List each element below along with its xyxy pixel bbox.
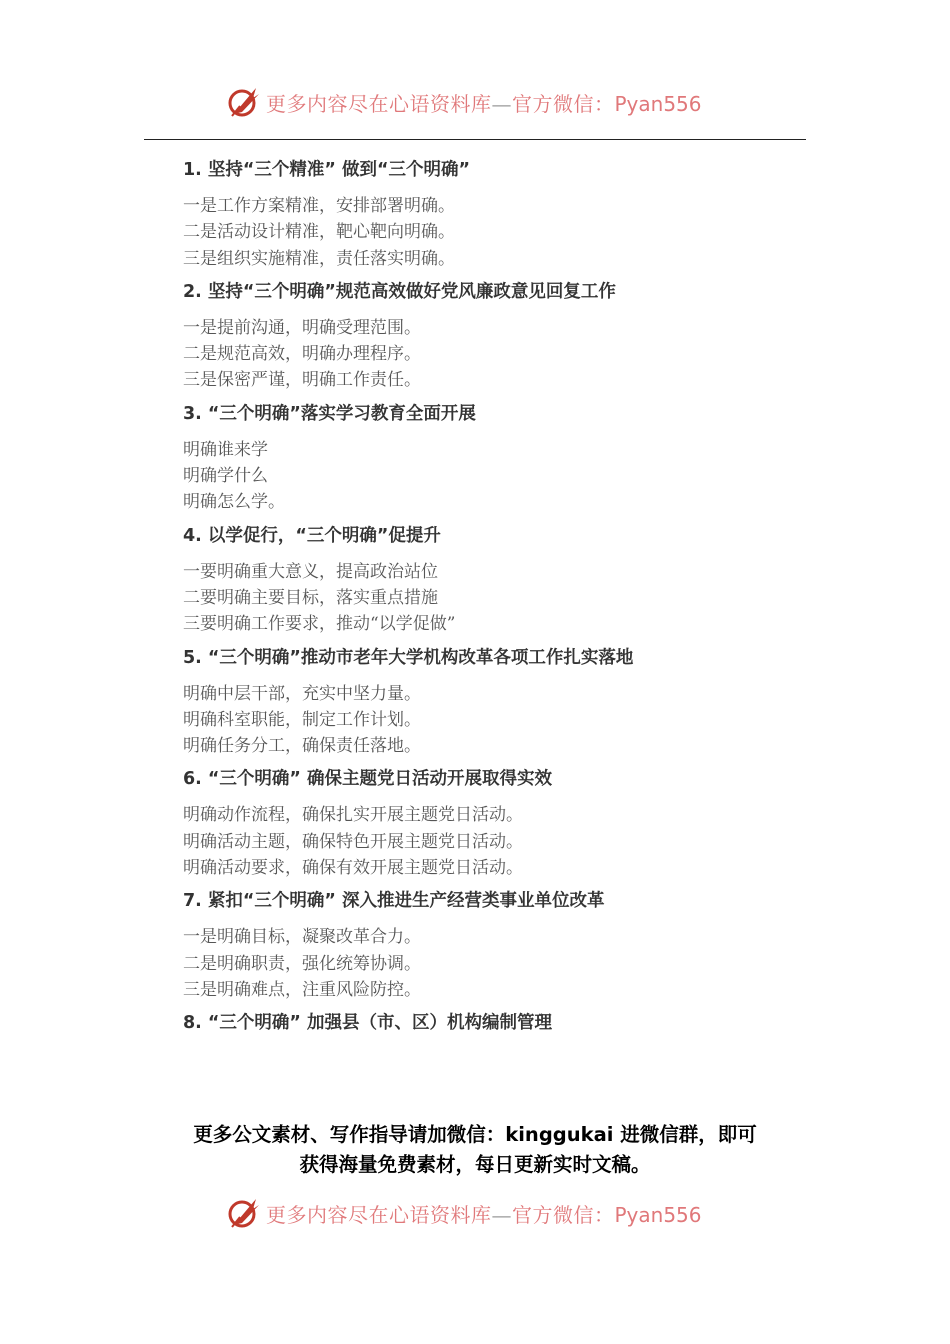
document-body [183, 156, 823, 1037]
section-heading: 6. “三个明确” 确保主题党日活动开展取得实效 [183, 769, 553, 790]
promo-notice [120, 1120, 830, 1180]
header-divider [144, 139, 806, 140]
banner-text [266, 88, 702, 117]
section-items [183, 681, 823, 760]
section-heading: 1. 坚持“三个精准” 做到“三个明确” [183, 160, 471, 180]
banner-text [266, 1199, 702, 1228]
section-heading: 3. “三个明确”落实学习教育全面开展 [183, 403, 476, 424]
list-item: 二是明确职责，强化统筹协调。 [183, 953, 421, 974]
banner-wechat-id: Pyan556 [614, 1202, 702, 1227]
banner-brand: 更多内容尽在心语资料库 [266, 91, 492, 116]
section-heading: 4. 以学促行，“三个明确”促提升 [183, 525, 441, 546]
list-item: 三是组织实施精准，责任落实明确。 [183, 248, 455, 269]
section-items [183, 437, 823, 516]
list-item: 三是保密严谨，明确工作责任。 [183, 370, 421, 391]
section-1 [183, 156, 823, 272]
header-banner [0, 82, 950, 122]
promo-line-1: 更多公文素材、写作指导请加微信：kinggukai 进微信群，即可 [193, 1123, 757, 1146]
section-items [183, 559, 823, 638]
list-item: 明确科室职能，制定工作计划。 [183, 709, 421, 730]
banner-separator: — [491, 91, 512, 116]
banner-wechat-label: 官方微信： [512, 1202, 615, 1227]
list-item: 明确中层干部，充实中坚力量。 [183, 683, 421, 704]
list-item: 明确任务分工，确保责任落地。 [183, 736, 421, 757]
section-4 [183, 522, 823, 638]
quill-logo-icon [226, 84, 262, 120]
list-item: 三要明确工作要求，推动“以学促做” [183, 614, 456, 635]
list-item: 二是活动设计精准，靶心靶向明确。 [183, 222, 455, 243]
list-item: 二是规范高效，明确办理程序。 [183, 344, 421, 365]
promo-line-2: 获得海量免费素材，每日更新实时文稿。 [299, 1153, 651, 1176]
section-heading: 8. “三个明确” 加强县（市、区）机构编制管理 [183, 1013, 553, 1034]
section-3 [183, 400, 823, 516]
section-items [183, 802, 823, 881]
list-item: 明确动作流程，确保扎实开展主题党日活动。 [183, 805, 523, 826]
list-item: 一要明确重大意义，提高政治站位 [183, 561, 438, 582]
banner-wechat-label: 官方微信： [512, 91, 615, 116]
section-5 [183, 644, 823, 760]
list-item: 明确活动要求，确保有效开展主题党日活动。 [183, 858, 523, 879]
list-item: 明确学什么 [183, 466, 268, 487]
list-item: 一是明确目标，凝聚改革合力。 [183, 927, 421, 948]
banner-separator: — [491, 1202, 512, 1227]
list-item: 明确谁来学 [183, 439, 268, 460]
section-2 [183, 278, 823, 394]
banner-wechat-id: Pyan556 [614, 91, 702, 116]
section-heading: 5. “三个明确”推动市老年大学机构改革各项工作扎实落地 [183, 647, 634, 668]
section-7 [183, 887, 823, 1003]
section-items [183, 924, 823, 1003]
section-items [183, 193, 823, 272]
section-6 [183, 765, 823, 881]
list-item: 二要明确主要目标，落实重点措施 [183, 587, 438, 608]
list-item: 明确怎么学。 [183, 492, 285, 513]
footer-banner [0, 1193, 950, 1233]
section-heading: 2. 坚持“三个明确”规范高效做好党风廉政意见回复工作 [183, 281, 616, 302]
banner-brand: 更多内容尽在心语资料库 [266, 1202, 492, 1227]
list-item: 一是工作方案精准，安排部署明确。 [183, 196, 455, 216]
section-items [183, 315, 823, 394]
list-item: 一是提前沟通，明确受理范围。 [183, 317, 421, 338]
list-item: 明确活动主题，确保特色开展主题党日活动。 [183, 831, 523, 852]
list-item: 三是明确难点，注重风险防控。 [183, 979, 421, 1000]
quill-logo-icon [226, 1195, 262, 1231]
section-8 [183, 1009, 823, 1037]
section-heading: 7. 紧扣“三个明确” 深入推进生产经营类事业单位改革 [183, 891, 605, 912]
